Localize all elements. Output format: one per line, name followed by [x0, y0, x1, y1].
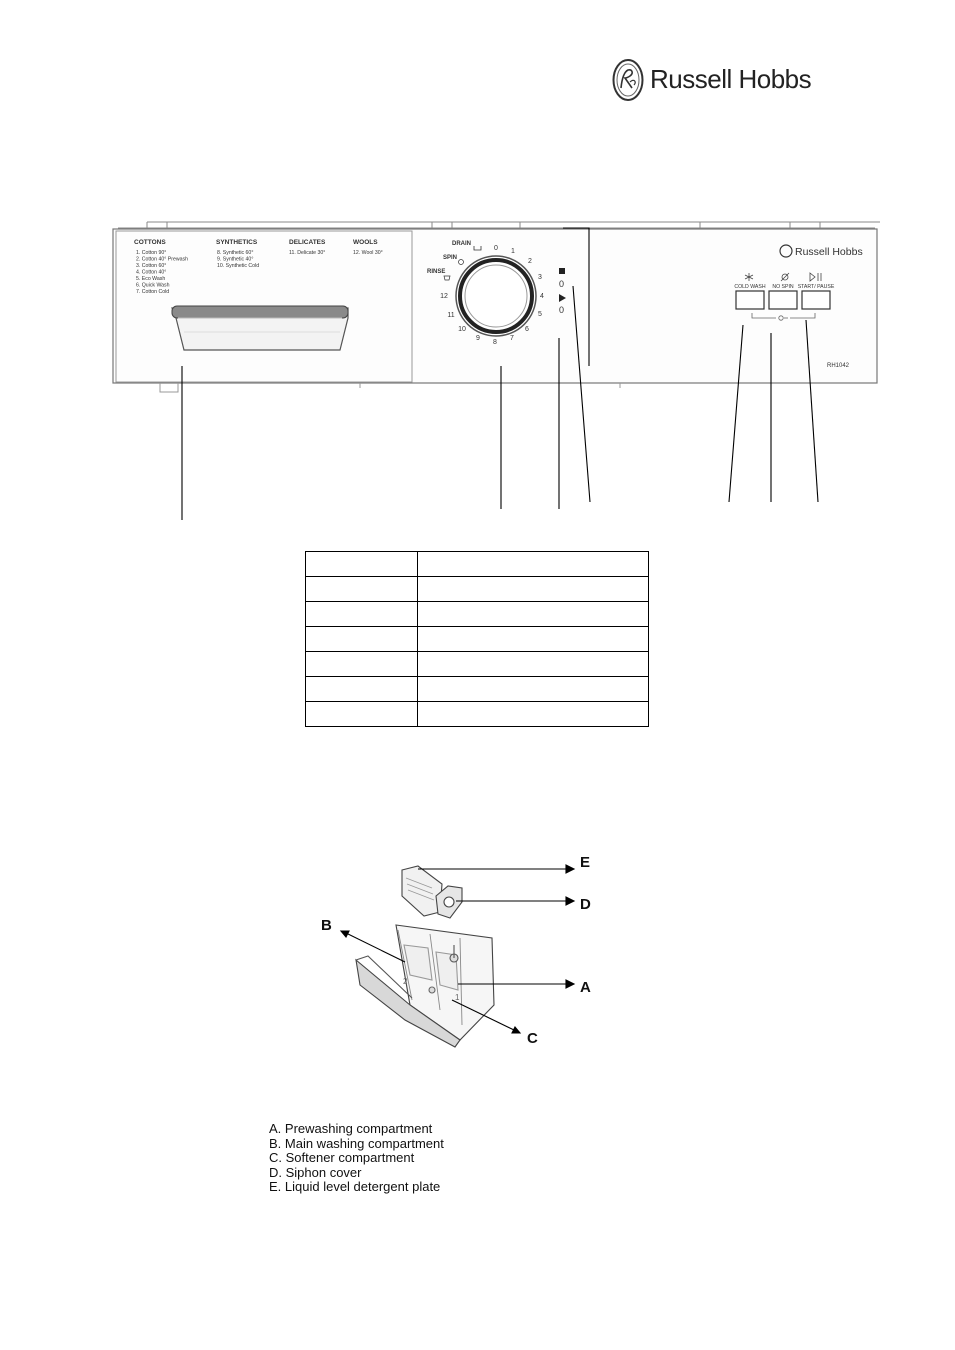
parts-table-body — [306, 552, 649, 727]
program-item: 11. Delicate 30° — [289, 250, 326, 256]
program-item: 1. Cotton 90° — [136, 250, 167, 256]
parts-table-description-cell — [418, 552, 649, 577]
legend-item: C. Softener compartment — [269, 1150, 415, 1166]
legend-item: E. Liquid level detergent plate — [269, 1179, 441, 1195]
callout-d: D — [580, 896, 591, 913]
synthetics-list — [217, 250, 259, 269]
drawer-illustration — [356, 866, 494, 1047]
legend-item: A. Prewashing compartment — [269, 1121, 433, 1136]
synthetics-heading: SYNTHETICS — [216, 239, 258, 246]
dial-number: 0 — [494, 245, 498, 252]
cottons-heading: COTTONS — [134, 239, 166, 246]
control-panel-diagram — [0, 0, 955, 530]
wools-heading: WOOLS — [353, 239, 378, 246]
drawer-legend — [269, 1122, 444, 1195]
callout-a: A — [580, 979, 591, 996]
program-item: 7. Cotton Cold — [136, 289, 170, 295]
parts-table-description-cell — [418, 627, 649, 652]
delicates-heading: DELICATES — [289, 239, 326, 246]
parts-table-number-cell — [306, 702, 418, 727]
drawer-handle — [172, 306, 348, 350]
parts-table-number-cell — [306, 677, 418, 702]
program-item: 2. Cotton 40° Prewash — [136, 256, 188, 263]
dial-number: 9 — [476, 335, 480, 342]
parts-table-row — [306, 552, 649, 577]
dial-number: 2 — [528, 258, 532, 265]
dial-spin-label: SPIN — [443, 255, 458, 261]
parts-table-number-cell — [306, 602, 418, 627]
dial-number: 10 — [458, 326, 466, 333]
no-spin-button[interactable] — [769, 291, 797, 309]
program-item: 5. Eco Wash — [136, 276, 166, 282]
dial-number: 7 — [510, 335, 514, 342]
dial-number: 6 — [525, 326, 529, 333]
button-labels — [734, 284, 834, 290]
parts-table-description-cell — [418, 677, 649, 702]
panel-top-edge — [118, 222, 880, 228]
dial-rinse-label: RINSE — [427, 269, 446, 275]
model-number: RH1042 — [827, 363, 850, 369]
start-pause-button[interactable] — [802, 291, 830, 309]
parts-table-row — [306, 577, 649, 602]
panel-brand-name: Russell Hobbs — [795, 246, 863, 258]
parts-table-number-cell — [306, 627, 418, 652]
program-item: 4. Cotton 40° — [136, 269, 167, 276]
brand-name: Russell Hobbs — [650, 64, 812, 94]
dial-number: 12 — [440, 293, 448, 300]
dial-number: 1 — [511, 248, 515, 255]
program-item: 12. Wool 30° — [353, 250, 383, 256]
cold-wash-label: COLD WASH — [734, 284, 766, 290]
program-item: 9. Synthetic 40° — [217, 256, 254, 263]
compartment-mark-1: 1 — [455, 993, 460, 1002]
program-item: 8. Synthetic 60° — [217, 250, 254, 256]
indicator-zero-bottom: 0 — [559, 305, 565, 315]
dial-number: 4 — [540, 293, 544, 300]
parts-table-number-cell — [306, 577, 418, 602]
callout-c: C — [527, 1030, 538, 1047]
parts-table-row — [306, 702, 649, 727]
program-item: 3. Cotton 60° — [136, 263, 167, 269]
legend-item: D. Siphon cover — [269, 1164, 362, 1180]
no-spin-label: NO SPIN — [772, 284, 794, 290]
program-dial — [456, 256, 536, 336]
stop-square-icon — [559, 268, 565, 274]
parts-table-description-cell — [418, 702, 649, 727]
parts-table-number-cell — [306, 552, 418, 577]
dial-number: 5 — [538, 311, 542, 318]
compartment-mark-2: 2 — [403, 977, 408, 986]
dial-number: 8 — [493, 339, 497, 346]
cold-wash-button[interactable] — [736, 291, 764, 309]
indicator-zero-top: 0 — [559, 279, 565, 289]
program-item: 6. Quick Wash — [136, 282, 170, 289]
parts-table — [305, 551, 649, 727]
parts-table-row — [306, 602, 649, 627]
program-item: 10. Synthetic Cold — [217, 263, 260, 269]
parts-table-number-cell — [306, 652, 418, 677]
parts-table-row — [306, 652, 649, 677]
parts-table-row — [306, 677, 649, 702]
parts-table-description-cell — [418, 577, 649, 602]
callout-e: E — [580, 854, 591, 871]
parts-table-description-cell — [418, 652, 649, 677]
parts-table-description-cell — [418, 602, 649, 627]
start-pause-label: START/ PAUSE — [797, 284, 835, 290]
dial-number: 3 — [538, 274, 542, 281]
dial-number: 11 — [447, 312, 455, 319]
detergent-drawer-diagram — [300, 845, 620, 1060]
parts-table-row — [306, 627, 649, 652]
callout-b: B — [321, 917, 332, 934]
legend-item: B. Main washing compartment — [269, 1135, 444, 1151]
dial-drain-label: DRAIN — [452, 241, 471, 247]
